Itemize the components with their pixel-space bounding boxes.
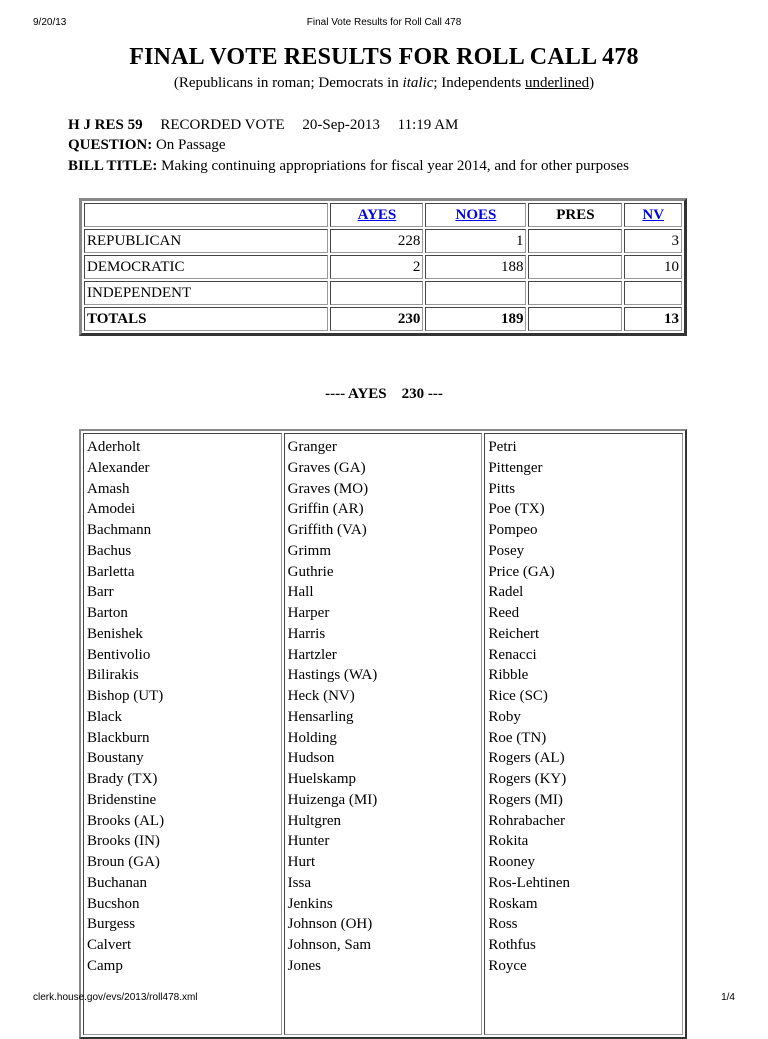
member-name: Broun (GA) [87, 854, 160, 870]
bill-title-line [68, 158, 629, 175]
member-name: Hastings (WA) [287, 667, 378, 684]
member-name: Rogers (KY) [488, 771, 567, 787]
member-name: Royce [488, 957, 527, 974]
member-name: Amash [87, 480, 130, 497]
nv-cell: 3 [624, 229, 682, 253]
vote-info-line [68, 117, 458, 134]
question-line [68, 137, 226, 154]
member-name: Calvert [87, 937, 132, 953]
nv-link[interactable]: NV [642, 206, 665, 223]
member-name: Bentivolio [87, 646, 151, 663]
member-name: Bachmann [87, 522, 152, 538]
member-name: Holding [287, 729, 337, 746]
bill-number: H J RES 59 [68, 117, 143, 133]
nv-cell: 13 [624, 307, 682, 331]
ayes-cell: 228 [330, 229, 423, 253]
party-cell: TOTALS [84, 307, 328, 331]
member-name: Issa [287, 874, 311, 891]
ayes-column [484, 433, 683, 1035]
member-name: Reed [488, 605, 520, 621]
summary-header-nv [624, 203, 682, 227]
legend-subtitle [0, 75, 768, 92]
print-url: clerk.house.gov/evs/2013/roll478.xml [33, 992, 198, 1003]
member-name: Reichert [488, 625, 540, 642]
member-name: Roskam [488, 895, 538, 912]
ayes-cell: 230 [330, 307, 423, 331]
member-name: Black [87, 708, 122, 725]
member-name: Rogers (MI) [488, 791, 563, 808]
vote-type: RECORDED VOTE [160, 117, 285, 133]
member-name: Hurt [287, 854, 316, 870]
member-name: Graves (MO) [287, 480, 369, 497]
member-name: Harper [287, 605, 330, 621]
member-name: Ross [488, 916, 518, 933]
summary-row-independent [84, 281, 682, 305]
summary-header-blank [84, 203, 328, 227]
member-name: Aderholt [87, 439, 141, 455]
summary-header-ayes [330, 203, 423, 227]
ayes-cell: 2 [330, 255, 423, 279]
member-name: Hultgren [287, 812, 341, 829]
party-cell: INDEPENDENT [84, 281, 328, 305]
member-name: Alexander [87, 459, 150, 476]
party-cell: REPUBLICAN [84, 229, 328, 253]
member-name: Ros-Lehtinen [488, 874, 570, 891]
bill-title-label: BILL TITLE: [68, 158, 158, 174]
member-name: Price (GA) [488, 563, 555, 580]
member-name: Rice (SC) [488, 688, 548, 704]
member-name: Huizenga (MI) [287, 791, 378, 808]
member-name: Rooney [488, 854, 536, 870]
pres-cell [528, 255, 622, 279]
member-name: Brooks (IN) [87, 833, 160, 850]
member-name: Bachus [87, 542, 132, 559]
question-value: On Passage [155, 137, 226, 153]
member-name: Burgess [87, 916, 136, 933]
member-name: Huelskamp [287, 771, 356, 787]
member-name: Barton [87, 605, 128, 621]
member-name: Roe (TN) [488, 729, 547, 746]
member-name: Rogers (AL) [488, 750, 565, 767]
member-name: Hall [287, 584, 314, 601]
member-name: Renacci [488, 646, 537, 663]
nv-cell: 10 [624, 255, 682, 279]
member-name: Bucshon [87, 895, 140, 912]
ayes-column [83, 433, 282, 1035]
member-name: Blackburn [87, 729, 150, 746]
summary-header-row [84, 203, 682, 227]
member-name: Buchanan [87, 874, 147, 891]
member-name: Posey [488, 542, 525, 559]
vote-date: 20-Sep-2013 [302, 117, 380, 133]
ayes-section-header [0, 386, 768, 403]
member-name: Grimm [287, 542, 332, 559]
member-name: Jenkins [287, 895, 333, 912]
member-name: Roby [488, 708, 521, 725]
member-name: Bilirakis [87, 667, 139, 684]
member-name: Pitts [488, 480, 516, 497]
noes-cell: 1 [425, 229, 526, 253]
member-name: Radel [488, 584, 524, 601]
summary-header-noes [425, 203, 526, 227]
member-name: Barletta [87, 563, 135, 580]
nv-cell [624, 281, 682, 305]
party-cell: DEMOCRATIC [84, 255, 328, 279]
question-label: QUESTION: [68, 137, 153, 153]
member-name: Brooks (AL) [87, 812, 165, 829]
legend-open: (Republicans in roman; Democrats in [173, 75, 403, 91]
summary-header-pres: PRES [528, 203, 622, 227]
noes-cell [425, 281, 526, 305]
page-title: FINAL VOTE RESULTS FOR ROLL CALL 478 [129, 44, 639, 70]
member-name: Jones [287, 957, 322, 974]
ayes-list-table [79, 429, 687, 1039]
print-page-title: Final Vote Results for Roll Call 478 [306, 17, 462, 28]
member-name: Heck (NV) [287, 688, 355, 704]
member-name: Hunter [287, 833, 330, 850]
legend-close: ) [589, 75, 595, 91]
member-name: Johnson, Sam [287, 937, 372, 953]
pres-cell [528, 281, 622, 305]
ayes-header-suffix: --- [427, 386, 443, 402]
member-name: Barr [87, 584, 114, 601]
vote-time: 11:19 AM [397, 117, 459, 133]
member-name: Poe (TX) [488, 501, 545, 518]
legend-underlined: underlined [525, 75, 590, 91]
member-name: Ribble [488, 667, 529, 684]
summary-row-republican [84, 229, 682, 253]
member-name: Pompeo [488, 522, 538, 538]
member-name: Bridenstine [87, 791, 157, 808]
member-name: Hensarling [287, 708, 354, 725]
member-name: Granger [287, 439, 337, 455]
member-name: Griffith (VA) [287, 522, 367, 538]
vote-summary-table [79, 198, 687, 336]
print-date: 9/20/13 [33, 17, 67, 28]
member-name: Petri [488, 439, 517, 455]
member-name: Harris [287, 625, 326, 642]
ayes-header-prefix: ---- AYES [325, 386, 387, 402]
member-name: Boustany [87, 750, 144, 767]
member-name: Hartzler [287, 646, 337, 663]
ayes-link[interactable]: AYES [357, 206, 397, 223]
member-name: Graves (GA) [287, 459, 366, 476]
noes-link[interactable]: NOES [455, 206, 497, 223]
member-name: Brady (TX) [87, 771, 158, 787]
ayes-column [284, 433, 483, 1035]
pres-cell [528, 229, 622, 253]
member-name: Rokita [488, 833, 529, 850]
member-name: Rohrabacher [488, 812, 565, 829]
member-name: Camp [87, 957, 123, 974]
member-name: Bishop (UT) [87, 688, 164, 704]
member-name: Griffin (AR) [287, 501, 364, 518]
member-name: Pittenger [488, 459, 543, 476]
noes-cell: 189 [425, 307, 526, 331]
legend-italic: italic [402, 75, 434, 91]
summary-row-democratic [84, 255, 682, 279]
member-name: Guthrie [287, 563, 334, 580]
member-name: Johnson (OH) [287, 916, 373, 933]
legend-mid: ; Independents [433, 75, 525, 91]
ayes-cell [330, 281, 423, 305]
member-name: Benishek [87, 625, 143, 642]
pres-cell [528, 307, 622, 331]
bill-title-value: Making continuing appropriations for fiscal year 2014, and for other purposes [161, 158, 629, 174]
noes-cell: 188 [425, 255, 526, 279]
member-name: Rothfus [488, 937, 536, 953]
ayes-header-count: 230 [401, 386, 425, 402]
summary-row-totals [84, 307, 682, 331]
member-name: Amodei [87, 501, 136, 518]
print-page-number: 1/4 [721, 992, 735, 1003]
member-name: Hudson [287, 750, 335, 767]
